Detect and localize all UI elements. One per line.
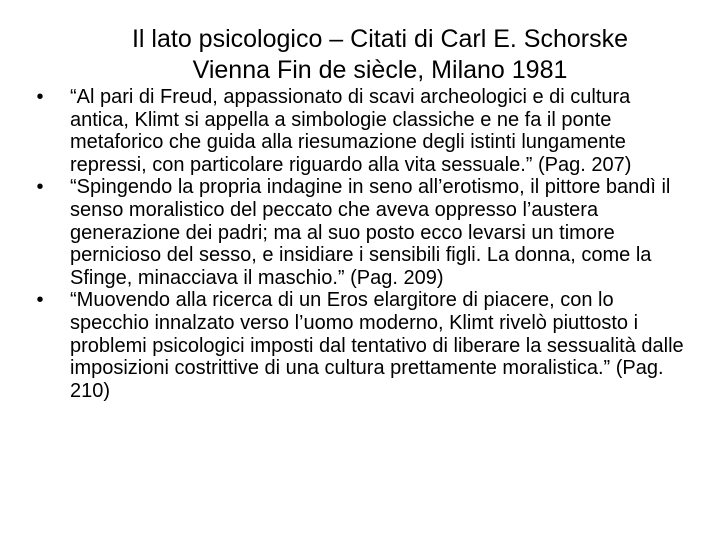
title-line-1: Il lato psicologico – Citati di Carl E. Schorske bbox=[131, 25, 629, 53]
quote-text: “Spingendo la propria indagine in seno all’erotismo, il pittore bandì il senso moralistico del peccato che aveva oppresso l’austera generazione dei padri; ma al suo posto ecco levarsi un timore pernicioso del sesso, e insidiare i sensibili figli. La donna, come la Sfinge, minacciava il maschio.” (Pag. 209) bbox=[70, 176, 671, 289]
quote-list bbox=[30, 86, 690, 402]
bullet-icon: • bbox=[36, 289, 44, 312]
bullet-icon: • bbox=[36, 86, 44, 108]
quote-text: “Al pari di Freud, appassionato di scavi archeologici e di cultura antica, Klimt si appella a simbologie classiche e ne fa il ponte metaforico che guida alla riesumazione degli istinti lungamente repressi, con particolare riguardo alla vita sessuale.” (Pag. 207) bbox=[70, 86, 632, 176]
quote-text: “Muovendo alla ricerca di un Eros elargitore di piacere, con lo specchio innalzato verso l’uomo moderno, Klimt rivelò piuttosto i problemi psicologici imposti dal tentativo di liberare la sessualità dalle imposizioni costrittive di una cultura prettamente moralistica.” (Pag. 210) bbox=[70, 289, 684, 402]
bullet-icon: • bbox=[36, 176, 44, 199]
quote-item-1 bbox=[30, 86, 690, 176]
title-line-2: Vienna Fin de siècle, Milano 1981 bbox=[192, 56, 568, 84]
slide-title bbox=[40, 24, 720, 86]
quote-item-2 bbox=[30, 176, 690, 289]
quote-item-3 bbox=[30, 289, 690, 402]
